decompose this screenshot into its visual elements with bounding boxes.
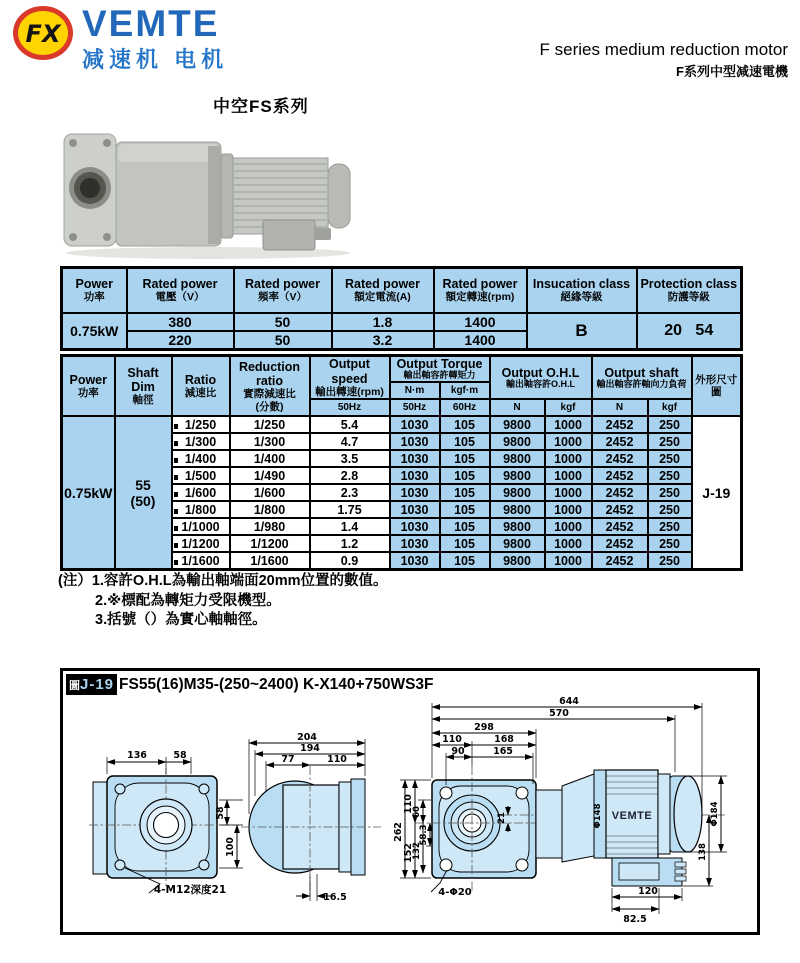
table-cell: 1.8 bbox=[332, 313, 434, 331]
table-cell: 250 bbox=[648, 484, 692, 501]
svg-text:21: 21 bbox=[497, 812, 507, 824]
col-frequency: Rated power 頻率（V） bbox=[234, 268, 332, 313]
table-cell: 1000 bbox=[545, 467, 592, 484]
assembly-bolt-label: 4-Φ20 bbox=[438, 887, 472, 898]
svg-text:165: 165 bbox=[493, 746, 513, 757]
svg-text:644: 644 bbox=[559, 696, 579, 707]
hollow-bore-face bbox=[64, 134, 116, 246]
svg-text:110: 110 bbox=[403, 794, 414, 814]
motor-rating-table bbox=[60, 266, 743, 351]
table-cell: 3.5 bbox=[310, 450, 390, 467]
table-cell: 250 bbox=[648, 535, 692, 552]
table-cell: 250 bbox=[648, 518, 692, 535]
table-cell: 1400 bbox=[434, 331, 527, 350]
table-cell: 1/400 bbox=[230, 450, 310, 467]
table-row bbox=[62, 313, 742, 331]
table-cell: 1.2 bbox=[310, 535, 390, 552]
assembly-view bbox=[393, 696, 727, 925]
table-cell: 9800 bbox=[490, 501, 545, 518]
brand-name: VEMTE bbox=[82, 3, 220, 44]
table-cell: 2452 bbox=[592, 467, 648, 484]
power-cell: 0.75kW bbox=[62, 313, 127, 350]
svg-text:120: 120 bbox=[638, 886, 658, 897]
table-cell: 1000 bbox=[545, 433, 592, 450]
svg-text:110: 110 bbox=[442, 734, 462, 745]
col-output-ohl: Output O.H.L 輸出軸容許O.H.L bbox=[490, 356, 592, 400]
col-output-shaft-load: Output shaft 輸出軸容許軸向力負荷 bbox=[592, 356, 692, 400]
table-cell: 1030 bbox=[390, 467, 440, 484]
table-cell: 9800 bbox=[490, 484, 545, 501]
brand-header bbox=[12, 5, 228, 74]
table-header-row bbox=[62, 356, 742, 383]
table-cell: 2452 bbox=[592, 450, 648, 467]
series-label: 中空FS系列 bbox=[213, 97, 309, 116]
front-view bbox=[89, 750, 243, 896]
table-cell: 1030 bbox=[390, 518, 440, 535]
table-cell: 1/1600 bbox=[230, 552, 310, 569]
col-dimension-drawing: 外形尺寸圖 bbox=[692, 356, 742, 417]
table-cell: 1/800 bbox=[230, 501, 310, 518]
table-cell: 250 bbox=[648, 552, 692, 569]
table-cell: 2452 bbox=[592, 518, 648, 535]
table-cell: 50 bbox=[234, 313, 332, 331]
svg-text:262: 262 bbox=[393, 822, 404, 842]
svg-text:16.5: 16.5 bbox=[323, 892, 347, 903]
svg-text:60: 60 bbox=[412, 806, 422, 818]
drawing-ref-cell: J-19 bbox=[692, 416, 742, 569]
ratio-cell: 1/1600 bbox=[172, 552, 230, 569]
table-cell: 9800 bbox=[490, 416, 545, 433]
table-cell: 1000 bbox=[545, 552, 592, 569]
technical-drawing bbox=[63, 696, 757, 932]
shaft-unit-n: N bbox=[592, 399, 648, 416]
table-cell: 2.8 bbox=[310, 467, 390, 484]
table-cell: 380 bbox=[127, 313, 234, 331]
ratio-cell: 1/800 bbox=[172, 501, 230, 518]
table-cell: 2.3 bbox=[310, 484, 390, 501]
table-cell: 1/1200 bbox=[230, 535, 310, 552]
brand-logo-icon bbox=[12, 5, 74, 61]
table-cell: 105 bbox=[440, 450, 490, 467]
svg-text:194: 194 bbox=[300, 743, 320, 754]
svg-text:Φ184: Φ184 bbox=[710, 801, 720, 827]
table-cell: 1000 bbox=[545, 535, 592, 552]
table-cell: 2452 bbox=[592, 535, 648, 552]
motor-brand-label: VEMTE bbox=[611, 810, 653, 822]
ratio-cell: 1/600 bbox=[172, 484, 230, 501]
ratio-cell: 1/500 bbox=[172, 467, 230, 484]
svg-text:132: 132 bbox=[412, 842, 422, 860]
table-cell: 1.75 bbox=[310, 501, 390, 518]
side-view bbox=[241, 732, 381, 903]
torque-unit-nm: N·m bbox=[390, 382, 440, 399]
table-cell: 3.2 bbox=[332, 331, 434, 350]
table-cell: 105 bbox=[440, 552, 490, 569]
table-cell: 1000 bbox=[545, 501, 592, 518]
table-cell: 9800 bbox=[490, 535, 545, 552]
svg-text:168: 168 bbox=[494, 734, 514, 745]
table-cell: 1000 bbox=[545, 450, 592, 467]
ratio-cell: 1/300 bbox=[172, 433, 230, 450]
drawing-model-title: FS55(16)M35-(250~2400) K-X140+750WS3F bbox=[119, 675, 434, 693]
svg-text:58: 58 bbox=[173, 750, 187, 761]
table-cell: 9800 bbox=[490, 552, 545, 569]
col-voltage: Rated power 電壓（V） bbox=[127, 268, 234, 313]
table-cell: 1/300 bbox=[230, 433, 310, 450]
drawing-title-bar bbox=[66, 674, 434, 695]
table-cell: 2452 bbox=[592, 416, 648, 433]
motor-flange-dia-label: Φ148 bbox=[593, 803, 603, 829]
torque-freq-1: 50Hz bbox=[390, 399, 440, 416]
svg-text:58.3: 58.3 bbox=[419, 824, 429, 846]
table-cell: 1000 bbox=[545, 518, 592, 535]
col-output-speed: Output speed 輸出轉速(rpm) bbox=[310, 356, 390, 400]
table-cell: 105 bbox=[440, 518, 490, 535]
table-cell: 105 bbox=[440, 416, 490, 433]
table-cell: 250 bbox=[648, 467, 692, 484]
table-cell: 2452 bbox=[592, 484, 648, 501]
reduction-spec-table bbox=[60, 354, 743, 571]
svg-text:110: 110 bbox=[327, 754, 347, 765]
svg-text:570: 570 bbox=[549, 708, 569, 719]
table-cell: 0.9 bbox=[310, 552, 390, 569]
table-cell: 105 bbox=[440, 501, 490, 518]
table-cell: 1030 bbox=[390, 552, 440, 569]
svg-text:82.5: 82.5 bbox=[623, 914, 647, 925]
col-insulation: Insucation class 絕緣等級 bbox=[527, 268, 637, 313]
table-cell: 1000 bbox=[545, 484, 592, 501]
table-cell: 220 bbox=[127, 331, 234, 350]
col-power: Power 功率 bbox=[62, 356, 115, 417]
table-cell: 105 bbox=[440, 433, 490, 450]
table-cell: 2452 bbox=[592, 552, 648, 569]
col-ratio: Ratio 減速比 bbox=[172, 356, 230, 417]
table-cell: 250 bbox=[648, 501, 692, 518]
note-line-3: 3.括號（）為實心軸軸徑。 bbox=[95, 612, 267, 629]
protection-class-cell: 20 54 bbox=[637, 313, 742, 350]
svg-text:100: 100 bbox=[225, 837, 236, 857]
table-cell: 1/250 bbox=[230, 416, 310, 433]
table-cell: 2452 bbox=[592, 433, 648, 450]
table-cell: 105 bbox=[440, 535, 490, 552]
table-cell: 1/600 bbox=[230, 484, 310, 501]
table-cell: 1000 bbox=[545, 416, 592, 433]
title-chinese: F系列中型减速電機 bbox=[676, 64, 788, 79]
shaft-unit-kgf: kgf bbox=[648, 399, 692, 416]
brand-subtitle: 减速机 电机 bbox=[82, 47, 229, 72]
page-title bbox=[540, 40, 788, 80]
col-shaft-dim: Shaft Dim 軸徑 bbox=[115, 356, 172, 417]
col-protection: Protection class 防護等級 bbox=[637, 268, 742, 313]
svg-text:204: 204 bbox=[297, 732, 317, 743]
table-cell: 50 bbox=[234, 331, 332, 350]
figure-ref: J-19 bbox=[80, 676, 115, 693]
table-cell: 4.7 bbox=[310, 433, 390, 450]
ratio-cell: 1/1200 bbox=[172, 535, 230, 552]
motor-body bbox=[221, 154, 350, 250]
title-english: F series medium reduction motor bbox=[539, 40, 788, 59]
power-cell: 0.75kW bbox=[62, 416, 115, 569]
footnotes bbox=[58, 572, 388, 631]
col-speed: Rated power 額定轉速(rpm) bbox=[434, 268, 527, 313]
table-cell: 1/980 bbox=[230, 518, 310, 535]
logo-monogram: FX bbox=[25, 20, 61, 48]
table-cell: 1030 bbox=[390, 450, 440, 467]
table-cell: 5.4 bbox=[310, 416, 390, 433]
product-photo bbox=[58, 112, 358, 262]
ratio-cell: 1/400 bbox=[172, 450, 230, 467]
table-cell: 1400 bbox=[434, 313, 527, 331]
col-current: Rated power 額定電流(A) bbox=[332, 268, 434, 313]
figure-ref-chip bbox=[66, 674, 117, 695]
insulation-class-cell: B bbox=[527, 313, 637, 350]
svg-text:138: 138 bbox=[698, 843, 708, 861]
table-row bbox=[62, 416, 742, 433]
ohl-unit-n: N bbox=[490, 399, 545, 416]
table-cell: 105 bbox=[440, 484, 490, 501]
front-bolt-label: 4-M12深度21 bbox=[153, 884, 227, 896]
svg-text:152: 152 bbox=[403, 843, 414, 863]
table-cell: 9800 bbox=[490, 518, 545, 535]
table-cell: 250 bbox=[648, 450, 692, 467]
table-cell: 2452 bbox=[592, 501, 648, 518]
table-cell: 105 bbox=[440, 467, 490, 484]
table-cell: 1/490 bbox=[230, 467, 310, 484]
svg-text:136: 136 bbox=[127, 750, 147, 761]
table-cell: 1030 bbox=[390, 416, 440, 433]
table-cell: 250 bbox=[648, 433, 692, 450]
col-output-torque: Output Torque 輸出軸容許轉矩力 bbox=[390, 356, 490, 383]
ohl-unit-kgf: kgf bbox=[545, 399, 592, 416]
shaft-dim-cell: 55 (50) bbox=[115, 416, 172, 569]
note-line-1: (注）1.容許O.H.L為輸出軸端面20mm位置的數值。 bbox=[58, 573, 388, 589]
table-cell: 9800 bbox=[490, 433, 545, 450]
table-cell: 9800 bbox=[490, 467, 545, 484]
col-reduction-ratio: Reduction ratio 實際減速比 (分數) bbox=[230, 356, 310, 417]
ratio-cell: 1/250 bbox=[172, 416, 230, 433]
table-cell: 1030 bbox=[390, 535, 440, 552]
table-cell: 9800 bbox=[490, 450, 545, 467]
table-cell: 1030 bbox=[390, 433, 440, 450]
table-cell: 1030 bbox=[390, 501, 440, 518]
torque-unit-kgfm: kgf·m bbox=[440, 382, 490, 399]
table-cell: 250 bbox=[648, 416, 692, 433]
ratio-cell: 1/1000 bbox=[172, 518, 230, 535]
table-cell: 1.4 bbox=[310, 518, 390, 535]
spec-table-body bbox=[62, 416, 742, 569]
col-power: Power 功率 bbox=[62, 268, 127, 313]
svg-text:77: 77 bbox=[281, 754, 295, 765]
svg-text:90: 90 bbox=[451, 746, 465, 757]
figure-prefix: 圖 bbox=[69, 679, 80, 692]
table-header-row bbox=[62, 268, 742, 313]
note-line-2: 2.※標配為轉矩力受限機型。 bbox=[95, 592, 281, 609]
torque-freq-2: 60Hz bbox=[440, 399, 490, 416]
dimension-drawing-panel bbox=[60, 668, 760, 935]
svg-text:298: 298 bbox=[474, 722, 494, 733]
table-cell: 1030 bbox=[390, 484, 440, 501]
speed-freq: 50Hz bbox=[310, 399, 390, 416]
svg-text:58: 58 bbox=[215, 806, 226, 820]
